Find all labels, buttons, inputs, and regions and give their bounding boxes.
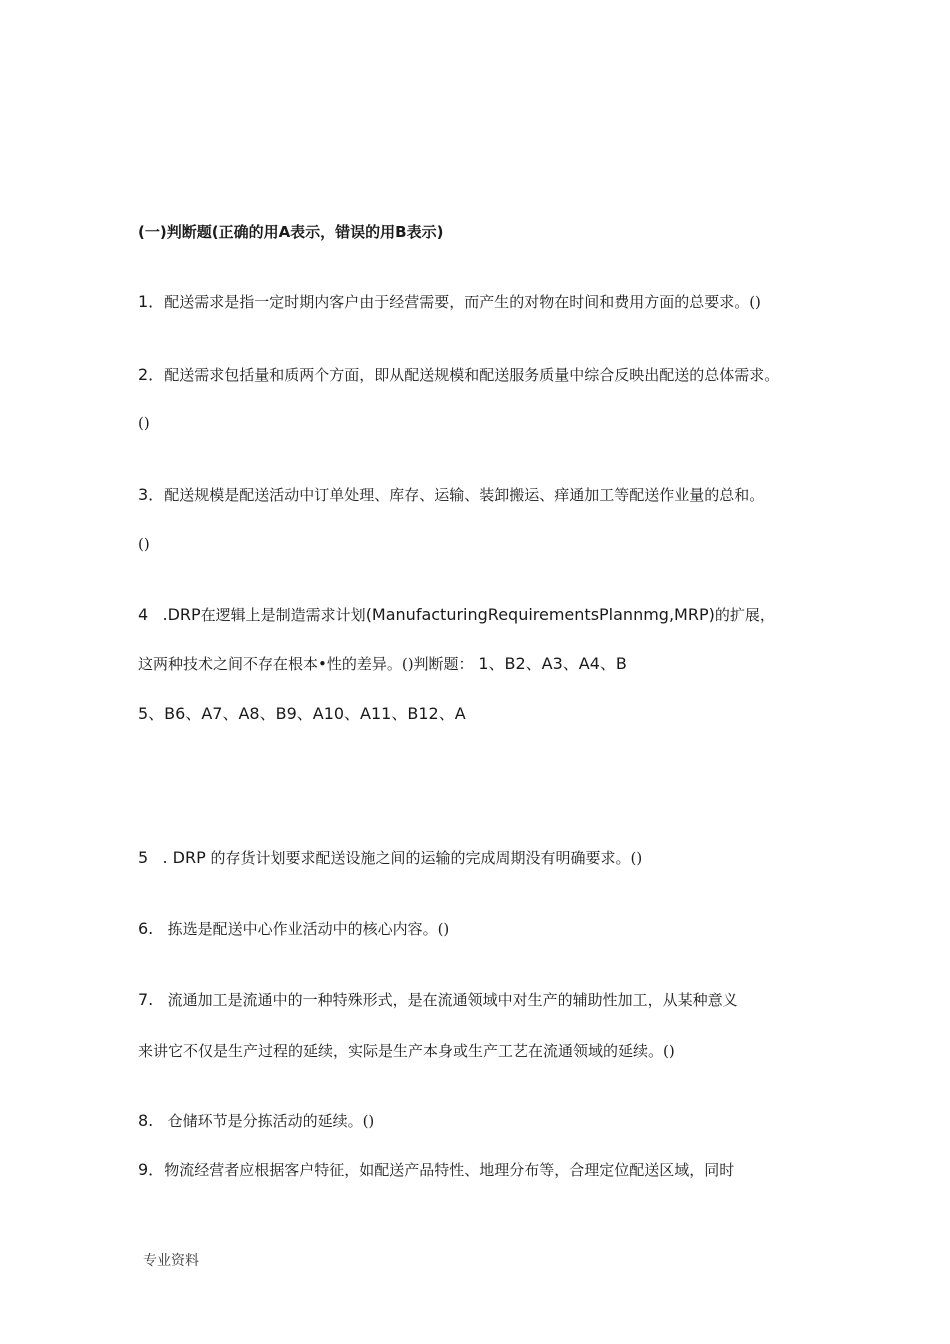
answer-key: 1、B2、A3、A4、B [478,654,627,673]
question-text: 拣选是配送中心作业活动中的核心内容。() [167,920,450,938]
question-text: 的存货计划要求配送设施之间的运输的完成周期没有明确要求。() [210,849,643,867]
question-number: 6. [138,919,154,938]
question-3-answer-blank [138,534,150,554]
question-number: 2． [138,365,165,384]
question-text: 配送需求是指一定时期内客户由于经营需要，而产生的对物在时间和费用方面的总要求。() [164,293,761,311]
question-text-end: 的扩展， [714,606,775,624]
question-2 [138,365,779,385]
question-text: 配送规模是配送活动中订单处理、库存、运输、装卸搬运、痒通加工等配送作业量的总和。 [164,486,765,504]
question-number: 7. [138,990,154,1009]
question-prefix: . DRP [162,848,206,867]
answer-blank: () [138,414,150,432]
question-1 [138,292,761,312]
question-4-continued [138,654,627,674]
question-4 [138,605,775,625]
question-prefix: .DRP [162,605,201,624]
question-number: 3． [138,485,165,504]
answer-key: 5、B6、A7、A8、B9、A10、A11、B12、A [138,704,466,723]
question-latin-term: (ManufacturingRequirementsPlannmg,MRP) [365,605,715,624]
question-7 [138,990,738,1010]
answer-blank: () [138,535,150,553]
question-number: 8. [138,1111,154,1130]
question-2-answer-blank [138,413,150,433]
question-3 [138,485,764,505]
question-5 [138,848,642,868]
question-text: 流通加工是流通中的一种特殊形式，是在流通领域中对生产的辅助性加工，从某种意义 [167,991,738,1009]
question-text: 这两种技术之间不存在根本•性的差异。()判断题： [138,655,474,673]
question-text: 仓储环节是分拣活动的延续。() [167,1112,375,1130]
question-text: 物流经营者应根据客户特征，如配送产品特性、地理分布等，合理定位配送区域，同时 [164,1161,735,1179]
question-number: 4 [138,605,149,624]
question-9 [138,1160,734,1180]
question-8 [138,1111,374,1131]
question-number: 9． [138,1160,165,1179]
question-text: 配送需求包括量和质两个方面，即从配送规模和配送服务质量中综合反映出配送的总体需求。 [164,366,780,384]
question-text: 在逻辑上是制造需求计划 [200,606,366,624]
answer-key-continued [138,704,466,724]
question-6 [138,919,449,939]
question-7-continued [138,1041,675,1061]
question-number: 5 [138,848,149,867]
question-number: 1． [138,292,165,311]
section-heading: (一)判断题(正确的用A表示，错误的用B表示) [138,223,444,241]
page-footer: 专业资料 [143,1253,199,1269]
question-text: 来讲它不仅是生产过程的延续，实际是生产本身或生产工艺在流通领域的延续。() [138,1042,675,1060]
